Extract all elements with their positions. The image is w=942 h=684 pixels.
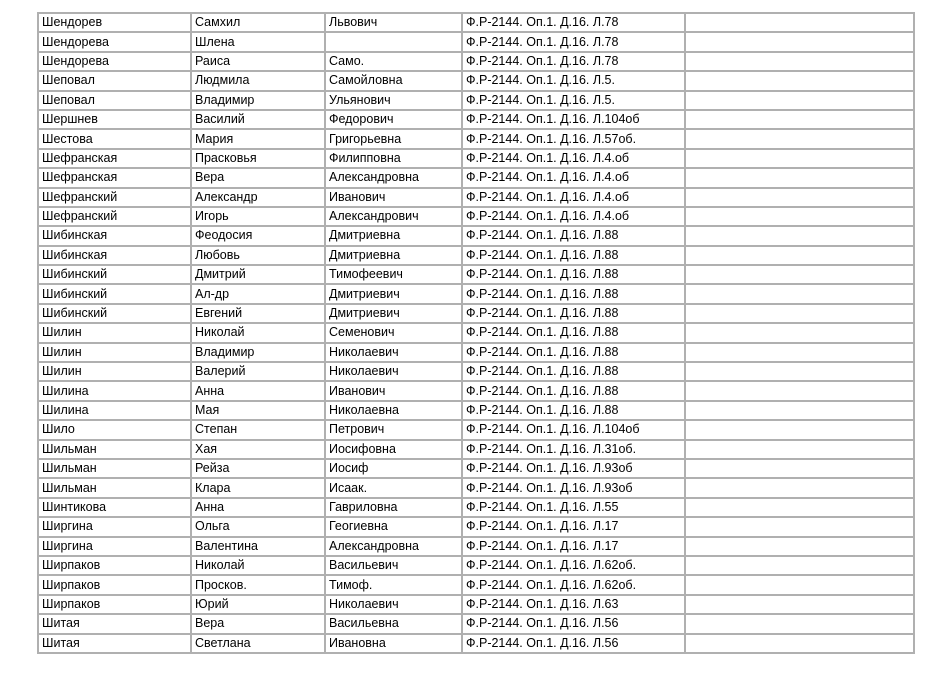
first-name-cell: Владимир (192, 92, 326, 111)
empty-cell (686, 363, 915, 382)
table-row (39, 421, 915, 440)
archive-reference-cell: Ф.Р-2144. Оп.1. Д.16. Л.93об (463, 460, 686, 479)
table-row (39, 576, 915, 595)
table-row (39, 557, 915, 576)
archive-reference-cell: Ф.Р-2144. Оп.1. Д.16. Л.88 (463, 382, 686, 401)
archive-reference-cell: Ф.Р-2144. Оп.1. Д.16. Л.104об (463, 421, 686, 440)
table-row (39, 305, 915, 324)
surname-cell: Шилин (39, 344, 192, 363)
patronymic-cell: Львович (326, 14, 463, 33)
surname-cell: Шильман (39, 479, 192, 498)
archive-reference-cell: Ф.Р-2144. Оп.1. Д.16. Л.88 (463, 324, 686, 343)
first-name-cell: Светлана (192, 635, 326, 654)
table-row (39, 208, 915, 227)
table-row (39, 615, 915, 634)
surname-cell: Ширгина (39, 538, 192, 557)
table-row (39, 344, 915, 363)
surname-cell: Шилин (39, 324, 192, 343)
empty-cell (686, 421, 915, 440)
archive-reference-cell: Ф.Р-2144. Оп.1. Д.16. Л.88 (463, 344, 686, 363)
archive-reference-cell: Ф.Р-2144. Оп.1. Д.16. Л.88 (463, 227, 686, 246)
patronymic-cell: Николаевич (326, 596, 463, 615)
table-row (39, 324, 915, 343)
patronymic-cell: Само. (326, 53, 463, 72)
empty-cell (686, 14, 915, 33)
patronymic-cell: Васильевич (326, 557, 463, 576)
empty-cell (686, 53, 915, 72)
first-name-cell: Шлена (192, 33, 326, 52)
surname-cell: Шендорева (39, 33, 192, 52)
empty-cell (686, 208, 915, 227)
empty-cell (686, 499, 915, 518)
table-row (39, 285, 915, 304)
first-name-cell: Валерий (192, 363, 326, 382)
table-row (39, 227, 915, 246)
first-name-cell: Раиса (192, 53, 326, 72)
surname-cell: Шефранская (39, 150, 192, 169)
first-name-cell: Просков. (192, 576, 326, 595)
empty-cell (686, 266, 915, 285)
patronymic-cell: Николаевич (326, 344, 463, 363)
patronymic-cell: Александровна (326, 538, 463, 557)
empty-cell (686, 382, 915, 401)
patronymic-cell: Григорьевна (326, 130, 463, 149)
first-name-cell: Николай (192, 557, 326, 576)
first-name-cell: Мая (192, 402, 326, 421)
surname-cell: Шендорев (39, 14, 192, 33)
table-row (39, 382, 915, 401)
patronymic-cell: Тимофеевич (326, 266, 463, 285)
archive-reference-cell: Ф.Р-2144. Оп.1. Д.16. Л.88 (463, 247, 686, 266)
archive-reference-cell: Ф.Р-2144. Оп.1. Д.16. Л.55 (463, 499, 686, 518)
archive-reference-cell: Ф.Р-2144. Оп.1. Д.16. Л.88 (463, 305, 686, 324)
empty-cell (686, 635, 915, 654)
archive-reference-cell: Ф.Р-2144. Оп.1. Д.16. Л.78 (463, 33, 686, 52)
table-row (39, 460, 915, 479)
first-name-cell: Владимир (192, 344, 326, 363)
first-name-cell: Самхил (192, 14, 326, 33)
surname-cell: Шершнев (39, 111, 192, 130)
table-row (39, 92, 915, 111)
table-row (39, 518, 915, 537)
patronymic-cell: Федорович (326, 111, 463, 130)
archive-reference-cell: Ф.Р-2144. Оп.1. Д.16. Л.17 (463, 538, 686, 557)
empty-cell (686, 596, 915, 615)
table-row (39, 441, 915, 460)
empty-cell (686, 538, 915, 557)
empty-cell (686, 557, 915, 576)
first-name-cell: Вера (192, 615, 326, 634)
archive-reference-cell: Ф.Р-2144. Оп.1. Д.16. Л.57об. (463, 130, 686, 149)
first-name-cell: Игорь (192, 208, 326, 227)
surname-cell: Шибинский (39, 285, 192, 304)
first-name-cell: Николай (192, 324, 326, 343)
archive-reference-cell: Ф.Р-2144. Оп.1. Д.16. Л.88 (463, 402, 686, 421)
archive-reference-cell: Ф.Р-2144. Оп.1. Д.16. Л.31об. (463, 441, 686, 460)
archive-reference-cell: Ф.Р-2144. Оп.1. Д.16. Л.4.об (463, 208, 686, 227)
first-name-cell: Рейза (192, 460, 326, 479)
empty-cell (686, 402, 915, 421)
surname-cell: Шефранская (39, 169, 192, 188)
table-row (39, 479, 915, 498)
first-name-cell: Александр (192, 189, 326, 208)
empty-cell (686, 460, 915, 479)
patronymic-cell (326, 33, 463, 52)
patronymic-cell: Александровна (326, 169, 463, 188)
empty-cell (686, 324, 915, 343)
first-name-cell: Мария (192, 130, 326, 149)
patronymic-cell: Самойловна (326, 72, 463, 91)
table-row (39, 53, 915, 72)
first-name-cell: Феодосия (192, 227, 326, 246)
surname-cell: Шильман (39, 441, 192, 460)
patronymic-cell: Александрович (326, 208, 463, 227)
first-name-cell: Хая (192, 441, 326, 460)
surname-cell: Ширпаков (39, 596, 192, 615)
archive-reference-cell: Ф.Р-2144. Оп.1. Д.16. Л.56 (463, 615, 686, 634)
archive-reference-cell: Ф.Р-2144. Оп.1. Д.16. Л.56 (463, 635, 686, 654)
patronymic-cell: Филипповна (326, 150, 463, 169)
empty-cell (686, 130, 915, 149)
archive-reference-cell: Ф.Р-2144. Оп.1. Д.16. Л.4.об (463, 169, 686, 188)
patronymic-cell: Иосиф (326, 460, 463, 479)
first-name-cell: Степан (192, 421, 326, 440)
first-name-cell: Валентина (192, 538, 326, 557)
patronymic-cell: Николаевна (326, 402, 463, 421)
patronymic-cell: Иванович (326, 382, 463, 401)
patronymic-cell: Николаевич (326, 363, 463, 382)
table-row (39, 111, 915, 130)
table-row (39, 266, 915, 285)
surname-cell: Шитая (39, 635, 192, 654)
table-row (39, 130, 915, 149)
table-row (39, 150, 915, 169)
surname-cell: Шилина (39, 382, 192, 401)
archive-reference-cell: Ф.Р-2144. Оп.1. Д.16. Л.63 (463, 596, 686, 615)
surname-cell: Шендорева (39, 53, 192, 72)
first-name-cell: Ал-др (192, 285, 326, 304)
empty-cell (686, 518, 915, 537)
empty-cell (686, 189, 915, 208)
surname-cell: Шило (39, 421, 192, 440)
archive-reference-cell: Ф.Р-2144. Оп.1. Д.16. Л.62об. (463, 576, 686, 595)
empty-cell (686, 169, 915, 188)
empty-cell (686, 615, 915, 634)
archive-reference-cell: Ф.Р-2144. Оп.1. Д.16. Л.88 (463, 266, 686, 285)
surname-cell: Шильман (39, 460, 192, 479)
table-row (39, 72, 915, 91)
first-name-cell: Любовь (192, 247, 326, 266)
patronymic-cell: Дмитриевна (326, 247, 463, 266)
archive-reference-cell: Ф.Р-2144. Оп.1. Д.16. Л.78 (463, 14, 686, 33)
patronymic-cell: Дмитриевна (326, 227, 463, 246)
archive-reference-cell: Ф.Р-2144. Оп.1. Д.16. Л.17 (463, 518, 686, 537)
patronymic-cell: Дмитриевич (326, 285, 463, 304)
empty-cell (686, 344, 915, 363)
patronymic-cell: Иванович (326, 189, 463, 208)
surname-cell: Шибинская (39, 227, 192, 246)
patronymic-cell: Геогиевна (326, 518, 463, 537)
patronymic-cell: Иосифовна (326, 441, 463, 460)
archive-reference-cell: Ф.Р-2144. Оп.1. Д.16. Л.88 (463, 285, 686, 304)
empty-cell (686, 285, 915, 304)
empty-cell (686, 576, 915, 595)
patronymic-cell: Тимоф. (326, 576, 463, 595)
surname-cell: Шибинская (39, 247, 192, 266)
first-name-cell: Евгений (192, 305, 326, 324)
first-name-cell: Юрий (192, 596, 326, 615)
first-name-cell: Дмитрий (192, 266, 326, 285)
archive-reference-cell: Ф.Р-2144. Оп.1. Д.16. Л.4.об (463, 150, 686, 169)
empty-cell (686, 227, 915, 246)
first-name-cell: Анна (192, 499, 326, 518)
empty-cell (686, 479, 915, 498)
first-name-cell: Василий (192, 111, 326, 130)
surname-cell: Шилина (39, 402, 192, 421)
table-row (39, 596, 915, 615)
table-row (39, 14, 915, 33)
archive-name-table (37, 12, 915, 654)
first-name-cell: Клара (192, 479, 326, 498)
empty-cell (686, 150, 915, 169)
patronymic-cell: Гавриловна (326, 499, 463, 518)
archive-reference-cell: Ф.Р-2144. Оп.1. Д.16. Л.93об (463, 479, 686, 498)
patronymic-cell: Васильевна (326, 615, 463, 634)
surname-cell: Шитая (39, 615, 192, 634)
patronymic-cell: Дмитриевич (326, 305, 463, 324)
surname-cell: Ширпаков (39, 557, 192, 576)
empty-cell (686, 92, 915, 111)
first-name-cell: Вера (192, 169, 326, 188)
patronymic-cell: Петрович (326, 421, 463, 440)
table-row (39, 247, 915, 266)
patronymic-cell: Ульянович (326, 92, 463, 111)
table-row (39, 635, 915, 654)
table-row (39, 538, 915, 557)
surname-cell: Шилин (39, 363, 192, 382)
first-name-cell: Прасковья (192, 150, 326, 169)
empty-cell (686, 305, 915, 324)
patronymic-cell: Ивановна (326, 635, 463, 654)
surname-cell: Шибинский (39, 305, 192, 324)
table-row (39, 499, 915, 518)
archive-name-table-body (39, 14, 915, 654)
surname-cell: Шестова (39, 130, 192, 149)
empty-cell (686, 247, 915, 266)
first-name-cell: Людмила (192, 72, 326, 91)
surname-cell: Ширгина (39, 518, 192, 537)
archive-reference-cell: Ф.Р-2144. Оп.1. Д.16. Л.4.об (463, 189, 686, 208)
first-name-cell: Ольга (192, 518, 326, 537)
table-row (39, 169, 915, 188)
surname-cell: Шеповал (39, 72, 192, 91)
surname-cell: Шефранский (39, 189, 192, 208)
archive-reference-cell: Ф.Р-2144. Оп.1. Д.16. Л.78 (463, 53, 686, 72)
archive-reference-cell: Ф.Р-2144. Оп.1. Д.16. Л.88 (463, 363, 686, 382)
empty-cell (686, 111, 915, 130)
patronymic-cell: Семенович (326, 324, 463, 343)
archive-reference-cell: Ф.Р-2144. Оп.1. Д.16. Л.5. (463, 72, 686, 91)
archive-reference-cell: Ф.Р-2144. Оп.1. Д.16. Л.5. (463, 92, 686, 111)
surname-cell: Шефранский (39, 208, 192, 227)
patronymic-cell: Исаак. (326, 479, 463, 498)
archive-reference-cell: Ф.Р-2144. Оп.1. Д.16. Л.62об. (463, 557, 686, 576)
first-name-cell: Анна (192, 382, 326, 401)
surname-cell: Шинтикова (39, 499, 192, 518)
empty-cell (686, 33, 915, 52)
surname-cell: Ширпаков (39, 576, 192, 595)
table-row (39, 363, 915, 382)
archive-reference-cell: Ф.Р-2144. Оп.1. Д.16. Л.104об (463, 111, 686, 130)
surname-cell: Шибинский (39, 266, 192, 285)
table-row (39, 189, 915, 208)
surname-cell: Шеповал (39, 92, 192, 111)
empty-cell (686, 72, 915, 91)
table-row (39, 33, 915, 52)
empty-cell (686, 441, 915, 460)
table-row (39, 402, 915, 421)
